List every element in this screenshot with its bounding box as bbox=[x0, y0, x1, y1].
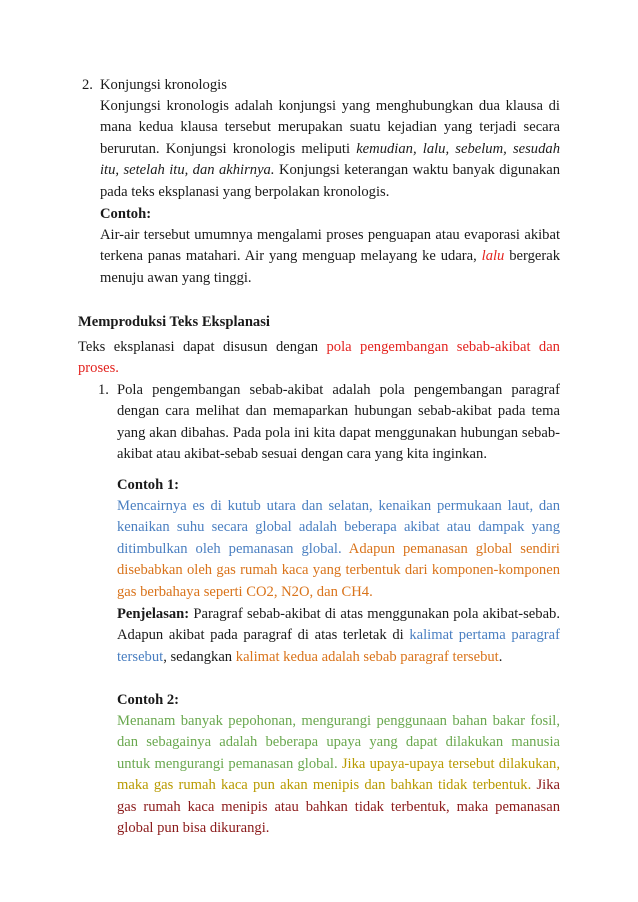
kronologis-text-2: Konjungsi keterangan waktu banyak digunakan pada teks eksplanasi yang berpolakan kronologis. bbox=[100, 162, 561, 200]
explanation-paragraph bbox=[117, 604, 560, 668]
example1-paragraph bbox=[117, 496, 560, 603]
list-number-2: 2. bbox=[82, 77, 93, 93]
explanation-text-2: , sedangkan bbox=[163, 648, 233, 665]
intro-text: Teks eksplanasi dapat disusun dengan bbox=[78, 339, 319, 355]
explanation-text-1: Paragraf sebab-akibat di atas menggunakan pola akibat-sebab. Adapun akibat pada paragraf di atas terletak di bbox=[117, 606, 561, 644]
kronologis-example bbox=[100, 225, 560, 289]
list-number-1: 1. bbox=[98, 382, 109, 398]
explanation-blue-text: kalimat pertama paragraf tersebut bbox=[117, 627, 561, 665]
example2-olive-text: Jika upaya-upaya tersebut dilakukan, maka gas rumah kaca pun akan menipis dan bahkan tidak terbentuk. bbox=[117, 755, 560, 794]
explanation-text-3: . bbox=[498, 648, 503, 665]
example2-label-text: Contoh 2: bbox=[117, 692, 180, 708]
kronologis-example-text-1: Air-air tersebut umumnya mengalami proses penguapan atau evaporasi akibat terkena panas matahari. Air yang menguap melayang ke udara, bbox=[100, 227, 560, 265]
example1-label-text: Contoh 1: bbox=[117, 477, 180, 493]
example2-label bbox=[117, 690, 560, 711]
example1-orange-text: Adapun pemanasan global sendiri disebabkan oleh gas rumah kaca yang terbentuk dari komponen-komponen gas berbahaya seperti CO2, N2O, dan CH4. bbox=[117, 540, 560, 600]
explanation-orange-text: kalimat kedua adalah sebab paragraf tersebut bbox=[235, 648, 499, 665]
example1-label bbox=[117, 475, 560, 496]
intro-highlight: pola pengembangan sebab-akibat dan proses. bbox=[78, 339, 560, 377]
item1-paragraph: Pola pengembangan sebab-akibat adalah pola pengembangan paragraf dengan cara melihat dan memaparkan hubungan sebab-akibat pada tema yang akan dibahas. Pada pola ini kita dapat menggunakan hubungan sebab-akibat atau akibat-sebab sesuai dengan cara yang kita inginkan. bbox=[117, 382, 560, 463]
explanation-label: Penjelasan: bbox=[117, 606, 190, 622]
intro-paragraph bbox=[78, 337, 560, 380]
example-label-kronologis bbox=[100, 204, 560, 225]
kronologis-example-text-2: bergerak menuju awan yang tinggi. bbox=[100, 248, 560, 286]
example1-blue-text: Mencairnya es di kutub utara dan selatan, kenaikan permukaan laut, dan kenaikan suhu secara global adalah beberapa akibat atau dampak yang ditimbulkan oleh pemanasan global. bbox=[117, 498, 560, 557]
example2-green-text: Menanam banyak pepohonan, mengurangi penggunaan bahan bakar fosil, dan sebagainya adalah beberapa upaya yang dapat dilakukan manusia untuk mengurangi pemanasan global. bbox=[117, 713, 560, 772]
example2-dark-text: Jika gas rumah kaca menipis atau bahkan tidak terbentuk, maka pemanasan global pun bisa dikurangi. bbox=[117, 777, 561, 837]
section-title-kronologis: Konjungsi kronologis bbox=[100, 77, 227, 93]
heading-text: Memproduksi Teks Eksplanasi bbox=[78, 314, 270, 330]
kronologis-example-highlight: lalu bbox=[481, 248, 505, 265]
example2-paragraph bbox=[117, 711, 560, 839]
kronologis-italic-list: kemudian, lalu, sebelum, sesudah itu, setelah itu, dan akhirnya. bbox=[100, 140, 560, 179]
kronologis-text-1: Konjungsi kronologis adalah konjungsi yang menghubungkan dua klausa di mana kedua klausa tersebut merupakan suatu kejadian yang terjadi secara berurutan. Konjungsi kronologis meliputi bbox=[100, 98, 560, 157]
kronologis-paragraph bbox=[100, 96, 560, 203]
example-label-text: Contoh: bbox=[100, 206, 152, 222]
section-heading bbox=[78, 312, 560, 333]
